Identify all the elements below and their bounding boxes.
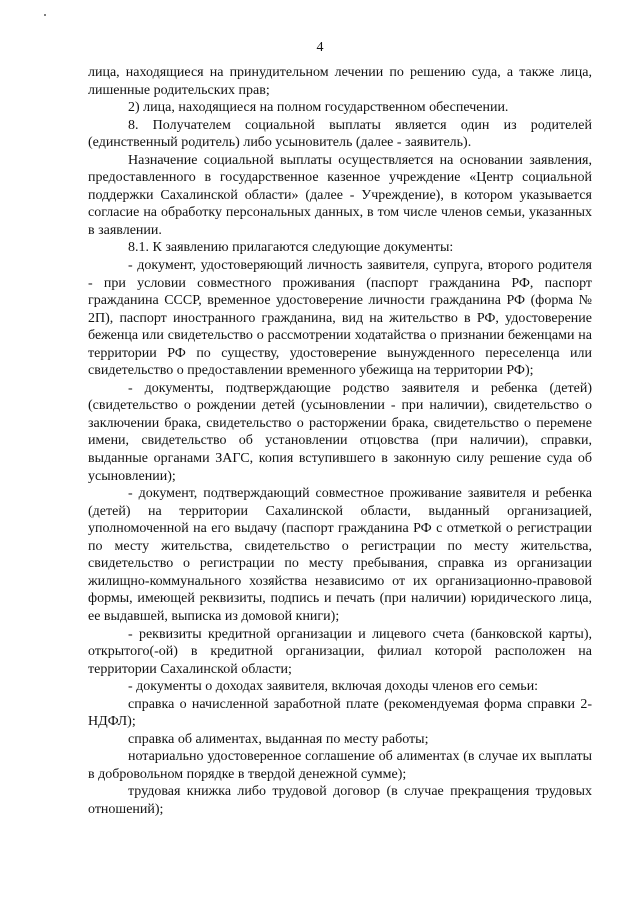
scan-speck [44,14,46,16]
page-number: 4 [316,40,324,55]
paragraph: справка о начисленной заработной плате (рекомендуемая форма справки 2-НДФЛ); [88,696,592,730]
paragraph: - реквизиты кредитной организации и лицевого счета (банковской карты), открытого(-ой) в кредитной организации, филиал которой расположен на территории Сахалинской области; [88,626,592,677]
paragraph: Назначение социальной выплаты осуществляется на основании заявления, предоставленного в государственное казенное учреждение «Центр социальной поддержки Сахалинской области» (далее - Учреждение), в котором указывается согласие на обработку персональных данных, в том числе членов семьи, указанных в заявлении. [88,152,592,238]
paragraph: справка об алиментах, выданная по месту работы; [128,731,429,747]
paragraph: 8.1. К заявлению прилагаются следующие документы: [128,240,454,256]
paragraph: лица, находящиеся на принудительном лечении по решению суда, а также лица, лишенные родительских прав; [88,65,592,98]
paragraph: 2) лица, находящиеся на полном государственном обеспечении. [128,100,509,116]
paragraph: - документ, подтверждающий совместное проживание заявителя и ребенка (детей) на территории Сахалинской области, выданный организацией, уполномоченной на его выдачу (паспорт гражданина РФ с отметкой о регистрации по месту жительства, свидетельство о регистрации по месту жительства, свидетельство о регистрации по месту пребывания, справка из организации жилищно-коммунального хозяйства независимо от их организационно-правовой формы, имеющей реквизиты, подпись и печать (при наличии) юридического лица, ее выдавшей, выписка из домовой книги); [88,486,592,624]
paragraph: - документ, удостоверяющий личность заявителя, супруга, второго родителя - при условии совместного проживания (паспорт гражданина РФ, паспорт гражданина СССР, временное удостоверение личности гражданина РФ (форма № 2П), паспорт иностранного гражданина, вид на жительство в РФ, удостоверение беженца или свидетельство о рассмотрении ходатайства о признании беженцами на территории РФ по существу, удостоверение вынужденного переселенца или свидетельство о предоставлении временного убежища на территории РФ); [88,258,592,379]
paragraph: трудовая книжка либо трудовой договор (в случае прекращения трудовых отношений); [88,784,592,817]
document-body [88,64,592,819]
paragraph: 8. Получателем социальной выплаты является один из родителей (единственный родитель) либо усыновитель (далее - заявитель). [88,117,592,151]
paragraph: - документы, подтверждающие родство заявителя и ребенка (детей) (свидетельство о рождении детей (усыновлении - при наличии), свидетельство о заключении брака, свидетельство о расторжении брака, свидетельство о перемене имени, свидетельство об установлении отцовства (при наличии), справки, выданные органами ЗАГС, копия вступившего в законную силу решение суда об усыновлении); [88,380,592,484]
paragraph: нотариально удостоверенное соглашение об алиментах (в случае их выплаты в добровольном порядке в твердой денежной сумме); [88,749,592,782]
paragraph: - документы о доходах заявителя, включая доходы членов его семьи: [128,679,539,695]
